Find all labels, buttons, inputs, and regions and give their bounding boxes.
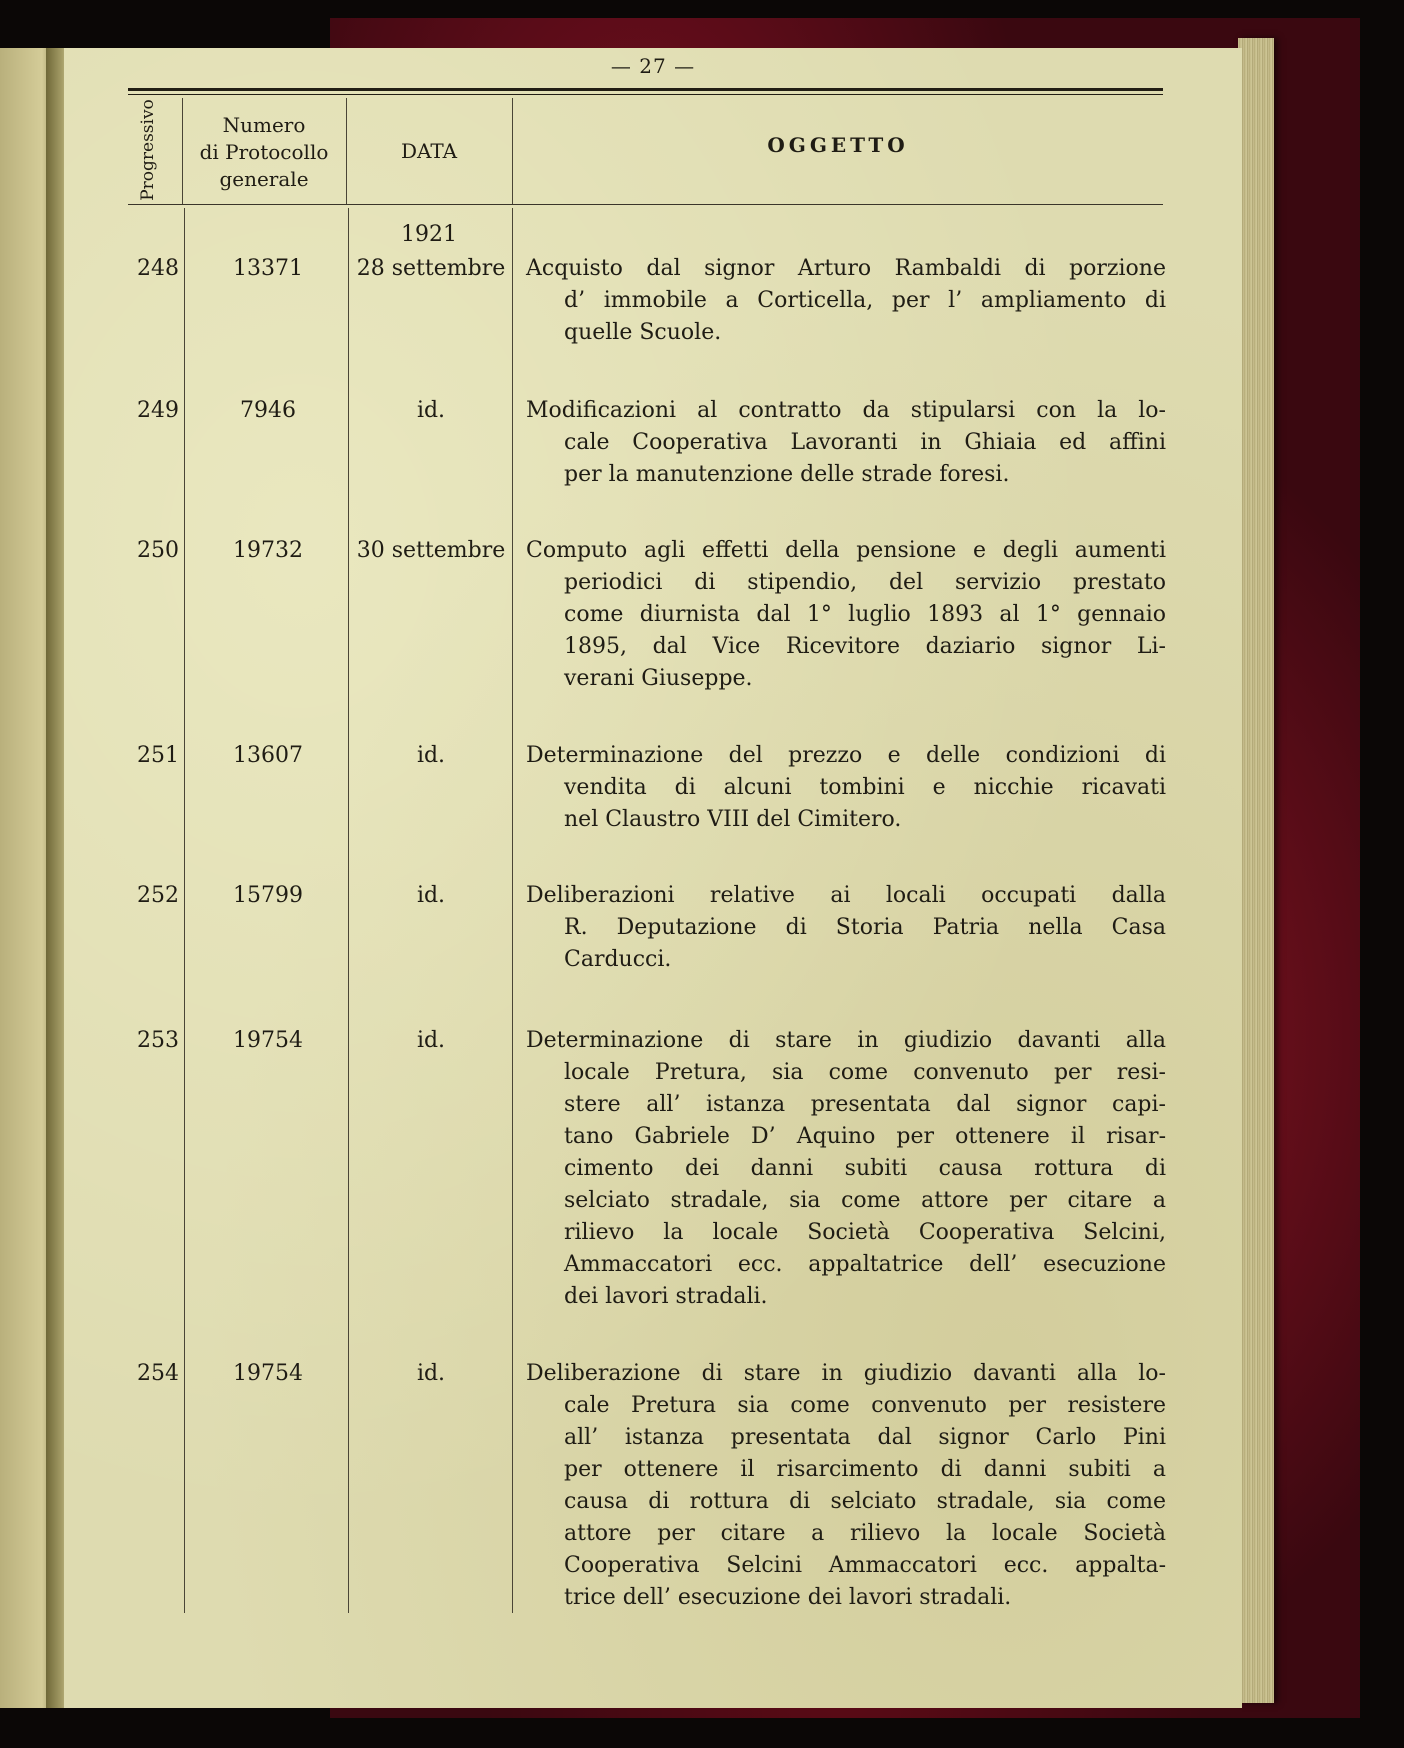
row-protocollo: 15799 bbox=[233, 883, 303, 908]
row-oggetto bbox=[526, 1025, 1166, 1313]
oggetto-line: causa di rottura di selciato stradale, sia come bbox=[564, 1489, 1166, 1514]
row-progressivo: 248 bbox=[137, 256, 179, 281]
row-data: 30 settembre bbox=[356, 538, 506, 563]
row-progressivo: 250 bbox=[137, 538, 179, 563]
register-page bbox=[64, 48, 1242, 1708]
oggetto-line: dei lavori stradali. bbox=[564, 1284, 768, 1309]
oggetto-line: 1895, dal Vice Ricevitore daziario signor Li- bbox=[564, 634, 1166, 659]
oggetto-line: quelle Scuole. bbox=[564, 320, 722, 345]
oggetto-line: come diurnista dal 1° luglio 1893 al 1° gennaio bbox=[564, 602, 1166, 627]
oggetto-line: stere all’ istanza presentata dal signor capi- bbox=[564, 1092, 1166, 1117]
oggetto-line: verani Giuseppe. bbox=[564, 666, 753, 691]
oggetto-line: R. Deputazione di Storia Patria nella Casa bbox=[564, 915, 1166, 940]
oggetto-line: vendita di alcuni tombini e nicchie ricavati bbox=[564, 775, 1166, 800]
oggetto-line: trice dell’ esecuzione dei lavori stradali. bbox=[564, 1585, 1012, 1610]
row-data: id. bbox=[416, 1361, 446, 1386]
oggetto-line: selciato stradale, sia come attore per citare a bbox=[564, 1188, 1166, 1213]
row-oggetto bbox=[526, 253, 1166, 349]
oggetto-line: locale Pretura, sia come convenuto per resi- bbox=[564, 1060, 1166, 1085]
row-progressivo: 254 bbox=[137, 1361, 179, 1386]
oggetto-line: cimento dei danni subiti causa rottura di bbox=[564, 1156, 1166, 1181]
oggetto-line: Deliberazione di stare in giudizio davanti alla lo- bbox=[526, 1361, 1166, 1386]
oggetto-line: per ottenere il risarcimento di danni subiti a bbox=[564, 1457, 1166, 1482]
oggetto-line: Deliberazioni relative ai locali occupati dalla bbox=[526, 883, 1166, 908]
row-protocollo: 7946 bbox=[240, 398, 296, 423]
row-protocollo: 13607 bbox=[233, 743, 303, 768]
header-data: DATA bbox=[400, 139, 458, 163]
oggetto-line: nel Claustro VIII del Cimitero. bbox=[564, 807, 902, 832]
row-data: id. bbox=[416, 398, 446, 423]
row-progressivo: 249 bbox=[137, 398, 179, 423]
row-protocollo: 13371 bbox=[233, 256, 303, 281]
row-oggetto bbox=[526, 1358, 1166, 1614]
page-number: — 27 — bbox=[610, 54, 696, 78]
row-data: id. bbox=[416, 1028, 446, 1053]
row-protocollo: 19732 bbox=[233, 538, 303, 563]
row-oggetto bbox=[526, 395, 1166, 491]
row-progressivo: 252 bbox=[137, 883, 179, 908]
header-rule bbox=[128, 204, 1163, 205]
top-rule-thin bbox=[128, 94, 1163, 95]
oggetto-line: per la manutenzione delle strade foresi. bbox=[564, 462, 1010, 487]
oggetto-line: cale Pretura sia come convenuto per resistere bbox=[564, 1393, 1166, 1418]
header-progressivo: Progressivo bbox=[138, 99, 158, 201]
row-data: id. bbox=[416, 883, 446, 908]
oggetto-line: tano Gabriele D’ Aquino per ottenere il risar- bbox=[564, 1124, 1166, 1149]
oggetto-line: periodici di stipendio, del servizio prestato bbox=[564, 570, 1166, 595]
oggetto-line: Determinazione del prezzo e delle condizioni di bbox=[526, 743, 1166, 768]
row-protocollo: 19754 bbox=[233, 1028, 303, 1053]
header-oggetto: OGGETTO bbox=[767, 133, 909, 157]
row-protocollo: 19754 bbox=[233, 1361, 303, 1386]
row-data: id. bbox=[416, 743, 446, 768]
oggetto-line: Modificazioni al contratto da stipularsi con la lo- bbox=[526, 398, 1166, 423]
oggetto-line: all’ istanza presentata dal signor Carlo Pini bbox=[564, 1425, 1166, 1450]
row-data: 28 settembre bbox=[356, 256, 506, 281]
oggetto-line: Determinazione di stare in giudizio davanti alla bbox=[526, 1028, 1166, 1053]
row-progressivo: 251 bbox=[137, 743, 179, 768]
oggetto-line: cale Cooperativa Lavoranti in Ghiaia ed affini bbox=[564, 430, 1166, 455]
oggetto-line: attore per citare a rilievo la locale Società bbox=[564, 1521, 1166, 1546]
oggetto-line: Acquisto dal signor Arturo Rambaldi di porzione bbox=[526, 256, 1166, 281]
year-label: 1921 bbox=[401, 222, 457, 247]
oggetto-line: Computo agli effetti della pensione e degli aumenti bbox=[526, 538, 1166, 563]
oggetto-line: d’ immobile a Corticella, per l’ ampliamento di bbox=[564, 288, 1166, 313]
row-oggetto bbox=[526, 880, 1166, 976]
row-oggetto bbox=[526, 535, 1166, 695]
top-rule bbox=[128, 88, 1163, 91]
row-progressivo: 253 bbox=[137, 1028, 179, 1053]
page-edges bbox=[1238, 38, 1274, 1703]
row-oggetto bbox=[526, 740, 1166, 836]
header-numero-protocollo: Numero di Protocollo generale bbox=[199, 113, 329, 191]
oggetto-line: Carducci. bbox=[564, 947, 672, 972]
oggetto-line: Cooperativa Selcini Ammaccatori ecc. appalta- bbox=[564, 1553, 1166, 1578]
oggetto-line: Ammaccatori ecc. appaltatrice dell’ esecuzione bbox=[564, 1252, 1166, 1277]
oggetto-line: rilievo la locale Società Cooperativa Selcini, bbox=[564, 1220, 1166, 1245]
